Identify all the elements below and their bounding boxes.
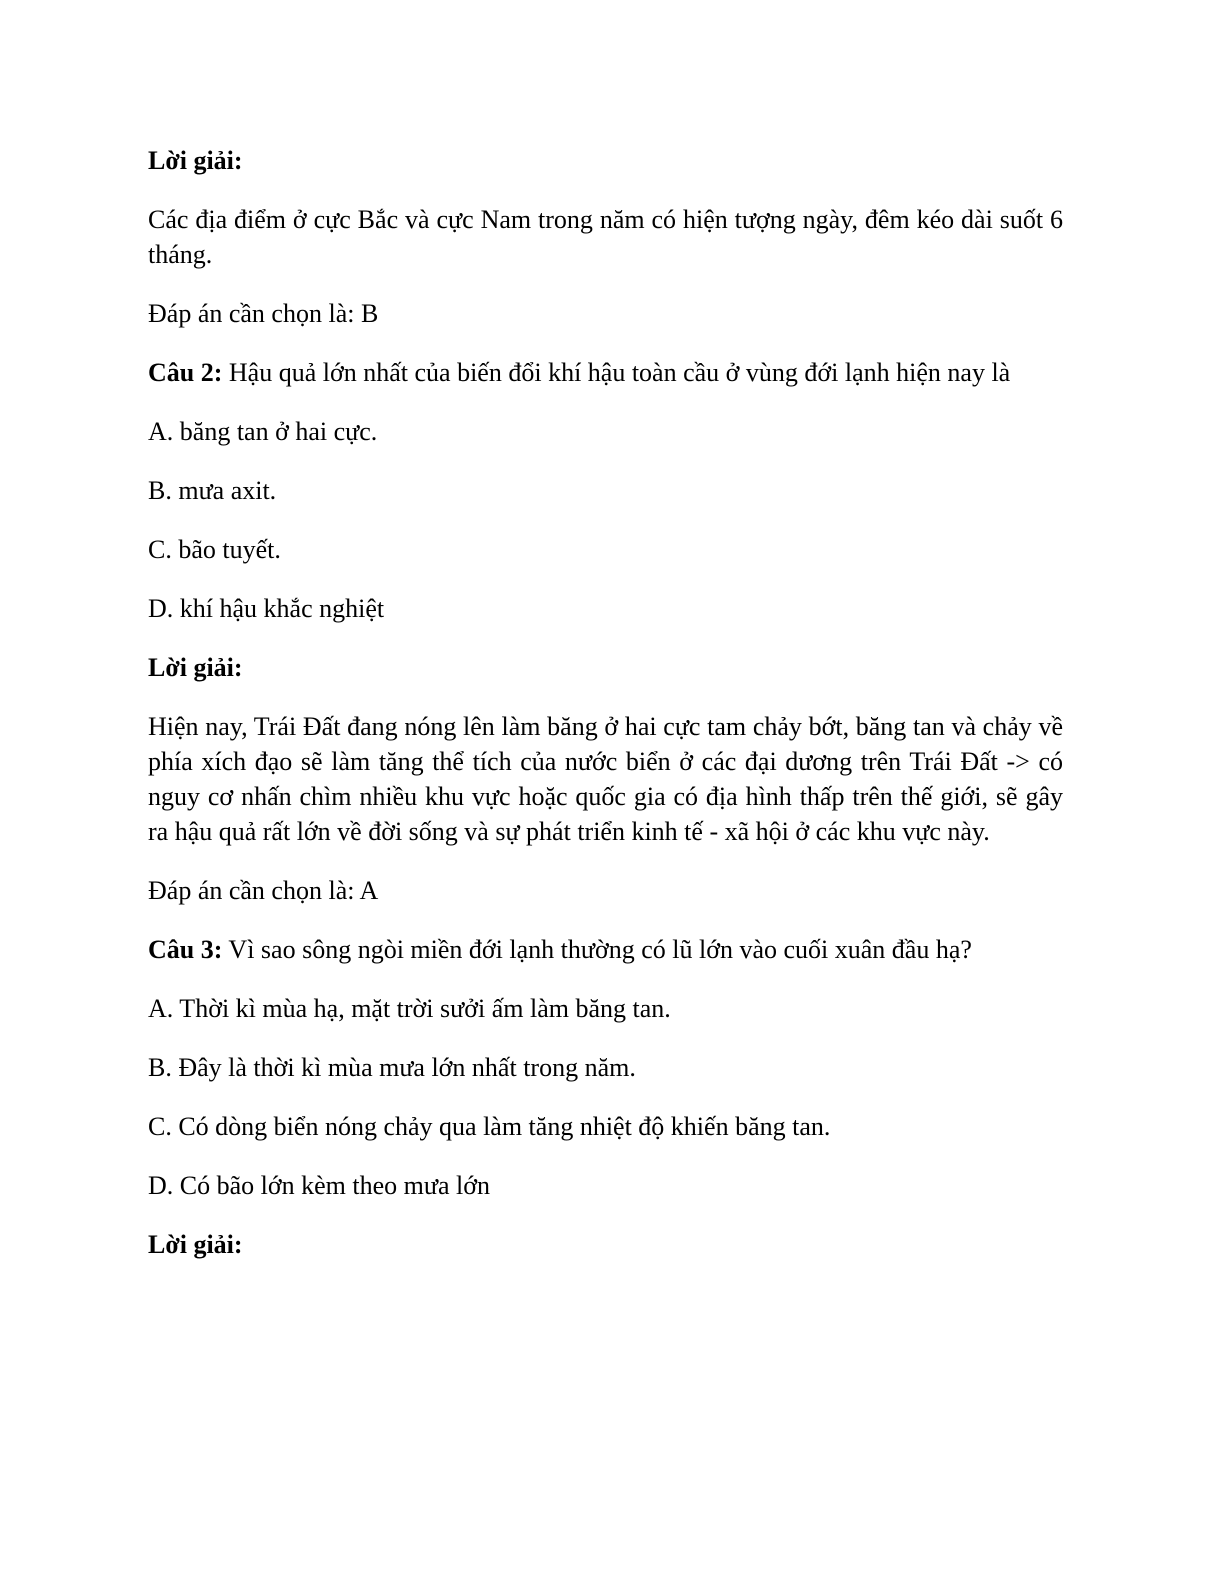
solution-text: Các địa điểm ở cực Bắc và cực Nam trong năm có hiện tượng ngày, đêm kéo dài suốt 6 tháng. <box>148 205 1063 269</box>
option-d: D. khí hậu khắc nghiệt <box>148 594 385 623</box>
option-c: C. bão tuyết. <box>148 535 281 564</box>
answer-line: Đáp án cần chọn là: A <box>148 876 379 905</box>
option-a: A. Thời kì mùa hạ, mặt trời sưởi ấm làm băng tan. <box>148 994 671 1023</box>
question-label: Câu 3: <box>148 935 223 964</box>
question-3 <box>148 932 1063 967</box>
document-page <box>148 143 1063 1286</box>
option-a: A. băng tan ở hai cực. <box>148 417 378 446</box>
solution-heading: Lời giải: <box>148 653 243 682</box>
option-d: D. Có bão lớn kèm theo mưa lớn <box>148 1171 490 1200</box>
solution-heading: Lời giải: <box>148 146 243 175</box>
question-text: Vì sao sông ngòi miền đới lạnh thường có lũ lớn vào cuối xuân đầu hạ? <box>222 935 972 964</box>
question-text: Hậu quả lớn nhất của biến đổi khí hậu toàn cầu ở vùng đới lạnh hiện nay là <box>222 358 1011 387</box>
answer-line: Đáp án cần chọn là: B <box>148 299 379 328</box>
solution-text: Hiện nay, Trái Đất đang nóng lên làm băng ở hai cực tam chảy bớt, băng tan và chảy về phía xích đạo sẽ làm tăng thể tích của nước biển ở các đại dương trên Trái Đất -> có nguy cơ nhấn chìm nhiều khu vực hoặc quốc gia có địa hình thấp trên thế giới, sẽ gây ra hậu quả rất lớn về đời sống và sự phát triển kinh tế - xã hội ở các khu vực này. <box>148 712 1063 846</box>
option-b: B. Đây là thời kì mùa mưa lớn nhất trong năm. <box>148 1053 636 1082</box>
option-c: C. Có dòng biển nóng chảy qua làm tăng nhiệt độ khiến băng tan. <box>148 1112 831 1141</box>
option-b: B. mưa axit. <box>148 476 277 505</box>
solution-heading: Lời giải: <box>148 1230 243 1259</box>
question-label: Câu 2: <box>148 358 223 387</box>
question-2 <box>148 355 1063 390</box>
